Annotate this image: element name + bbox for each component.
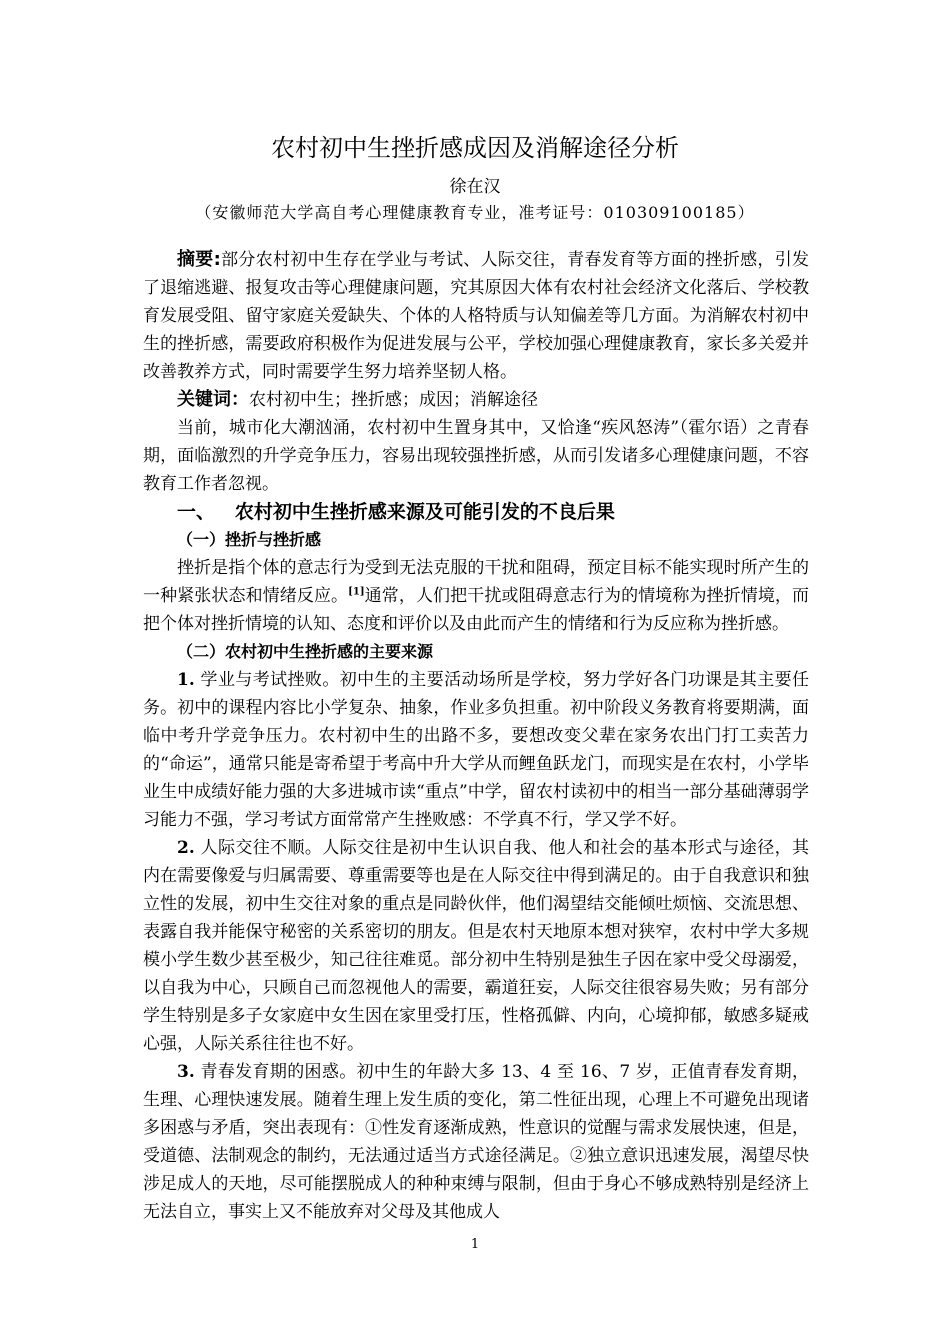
abstract-text: 部分农村初中生存在学业与考试、人际交往，青春发育等方面的挫折感，引发了退缩逃避、报复攻击等心理健康问题，究其原因大体有农村社会经济文化落后、学校教育发展受阻、留守家庭关爱缺失、个体的人格特质与认知偏差等几方面。为消解农村初中生的挫折感，需要政府积极作为促进发展与公平，学校加强心理健康教育，家长多关爱并改善教养方式，同时需要学生努力培养坚韧人格。 — [143, 250, 810, 382]
author-name: 徐在汉 — [449, 177, 501, 197]
item-1-paragraph — [143, 666, 809, 834]
item-1-text: 学业与考试挫败。初中生的主要活动场所是学校，努力学好各门功课是其主要任务。初中的课程内容比小学复杂、抽象，作业多负担重。初中阶段义务教育将要期满，面临中考升学竞争压力。农村初中生的出路不多，要想改变父辈在家务农出门打工卖苦力的“命运”，通常只能是寄希望于考高中升大学从而鲤鱼跃龙门，而现实是在农村，小学毕业生中成绩好能力强的大多进城市读“重点”中学，留农村读初中的相当一部分基础薄弱学习能力不强，学习考试方面常常产生挫败感：不学真不行，学又学不好。 — [143, 670, 809, 830]
citation-1: [1] — [348, 586, 365, 598]
author-affiliation: （安徽师范大学高自考心理健康教育专业，准考证号：010309100185） — [195, 203, 755, 222]
keywords-label: 关键词： — [177, 389, 249, 410]
item-3-text: 青春发育期的困惑。初中生的年龄大多 13、4 至 16、7 岁，正值青春发育期，生理、心理快速发展。随着生理上发生质的变化，第二性征出现，心理上不可避免出现诸多困惑与矛盾，突出表现有：①性发育逐渐成熟，性意识的觉醒与需求发展快速，但是，受道德、法制观念的制约，无法通过适当方式途径满足。②独立意识迅速发展，渴望尽快涉足成人的天地，尽可能摆脱成人的种种束缚与限制，但由于身心不够成熟特别是经济上无法自立，事实上又不能放弃对父母及其他成人 — [143, 1062, 809, 1222]
body-text — [143, 246, 809, 1226]
subsection-1-paragraph — [143, 554, 809, 638]
keywords-text: 农村初中生；挫折感；成因；消解途径 — [249, 390, 538, 410]
item-2-number: 2. — [177, 838, 195, 858]
item-1-number: 1. — [177, 670, 195, 690]
item-2-paragraph — [143, 834, 809, 1058]
keywords-paragraph — [143, 386, 809, 414]
subsection-2-heading: （二）农村初中生挫折感的主要来源 — [177, 642, 434, 661]
subsection-1-text-a: 挫折是指个体的意志行为受到无法克服的干扰和阻碍，预定目标不能实现时所产生的一种紧张状态和情绪反应。 — [143, 558, 809, 606]
intro-paragraph: 当前，城市化大潮汹涌，农村初中生置身其中，又恰逢“疾风怒涛”（霍尔语）之青春期，面临激烈的升学竞争压力，容易出现较强挫折感，从而引发诸多心理健康问题，不容教育工作者忽视。 — [143, 418, 809, 494]
abstract-label: 摘要: — [177, 249, 221, 270]
subsection-1-text-b: 通常，人们把干扰或阻碍意志行为的情境称为挫折情境，而把个体对挫折情境的认知、态度和评价以及由此而产生的情绪和行为反应称为挫折感。 — [143, 586, 810, 634]
item-3-paragraph — [143, 1058, 809, 1226]
abstract-paragraph — [143, 246, 809, 386]
paper-title: 农村初中生挫折感成因及消解途径分析 — [271, 134, 679, 162]
subsection-1-heading: （一）挫折与挫折感 — [177, 530, 322, 549]
section-1-heading: 一、 农村初中生挫折感来源及可能引发的不良后果 — [177, 501, 615, 523]
page-number: 1 — [470, 1237, 480, 1252]
item-2-text: 人际交往不顺。人际交往是初中生认识自我、他人和社会的基本形式与途径，其内在需要像爱与归属需要、尊重需要等也是在人际交往中得到满足的。由于自我意识和独立性的发展，初中生交往对象的重点是同龄伙伴，他们渴望结交能倾吐烦恼、交流思想、表露自我并能保守秘密的关系密切的朋友。但是农村天地原本想对狭窄，农村中学大多规模小学生数少甚至极少，知己往往难觅。部分初中生特别是独生子因在家中受父母溺爱，以自我为中心，只顾自己而忽视他人的需要，霸道狂妄，人际交往很容易失败；另有部分学生特别是多子女家庭中女生因在家里受打压，性格孤僻、内向，心境抑郁，敏感多疑戒心强，人际关系往往也不好。 — [143, 838, 809, 1054]
item-3-number: 3. — [177, 1062, 195, 1082]
